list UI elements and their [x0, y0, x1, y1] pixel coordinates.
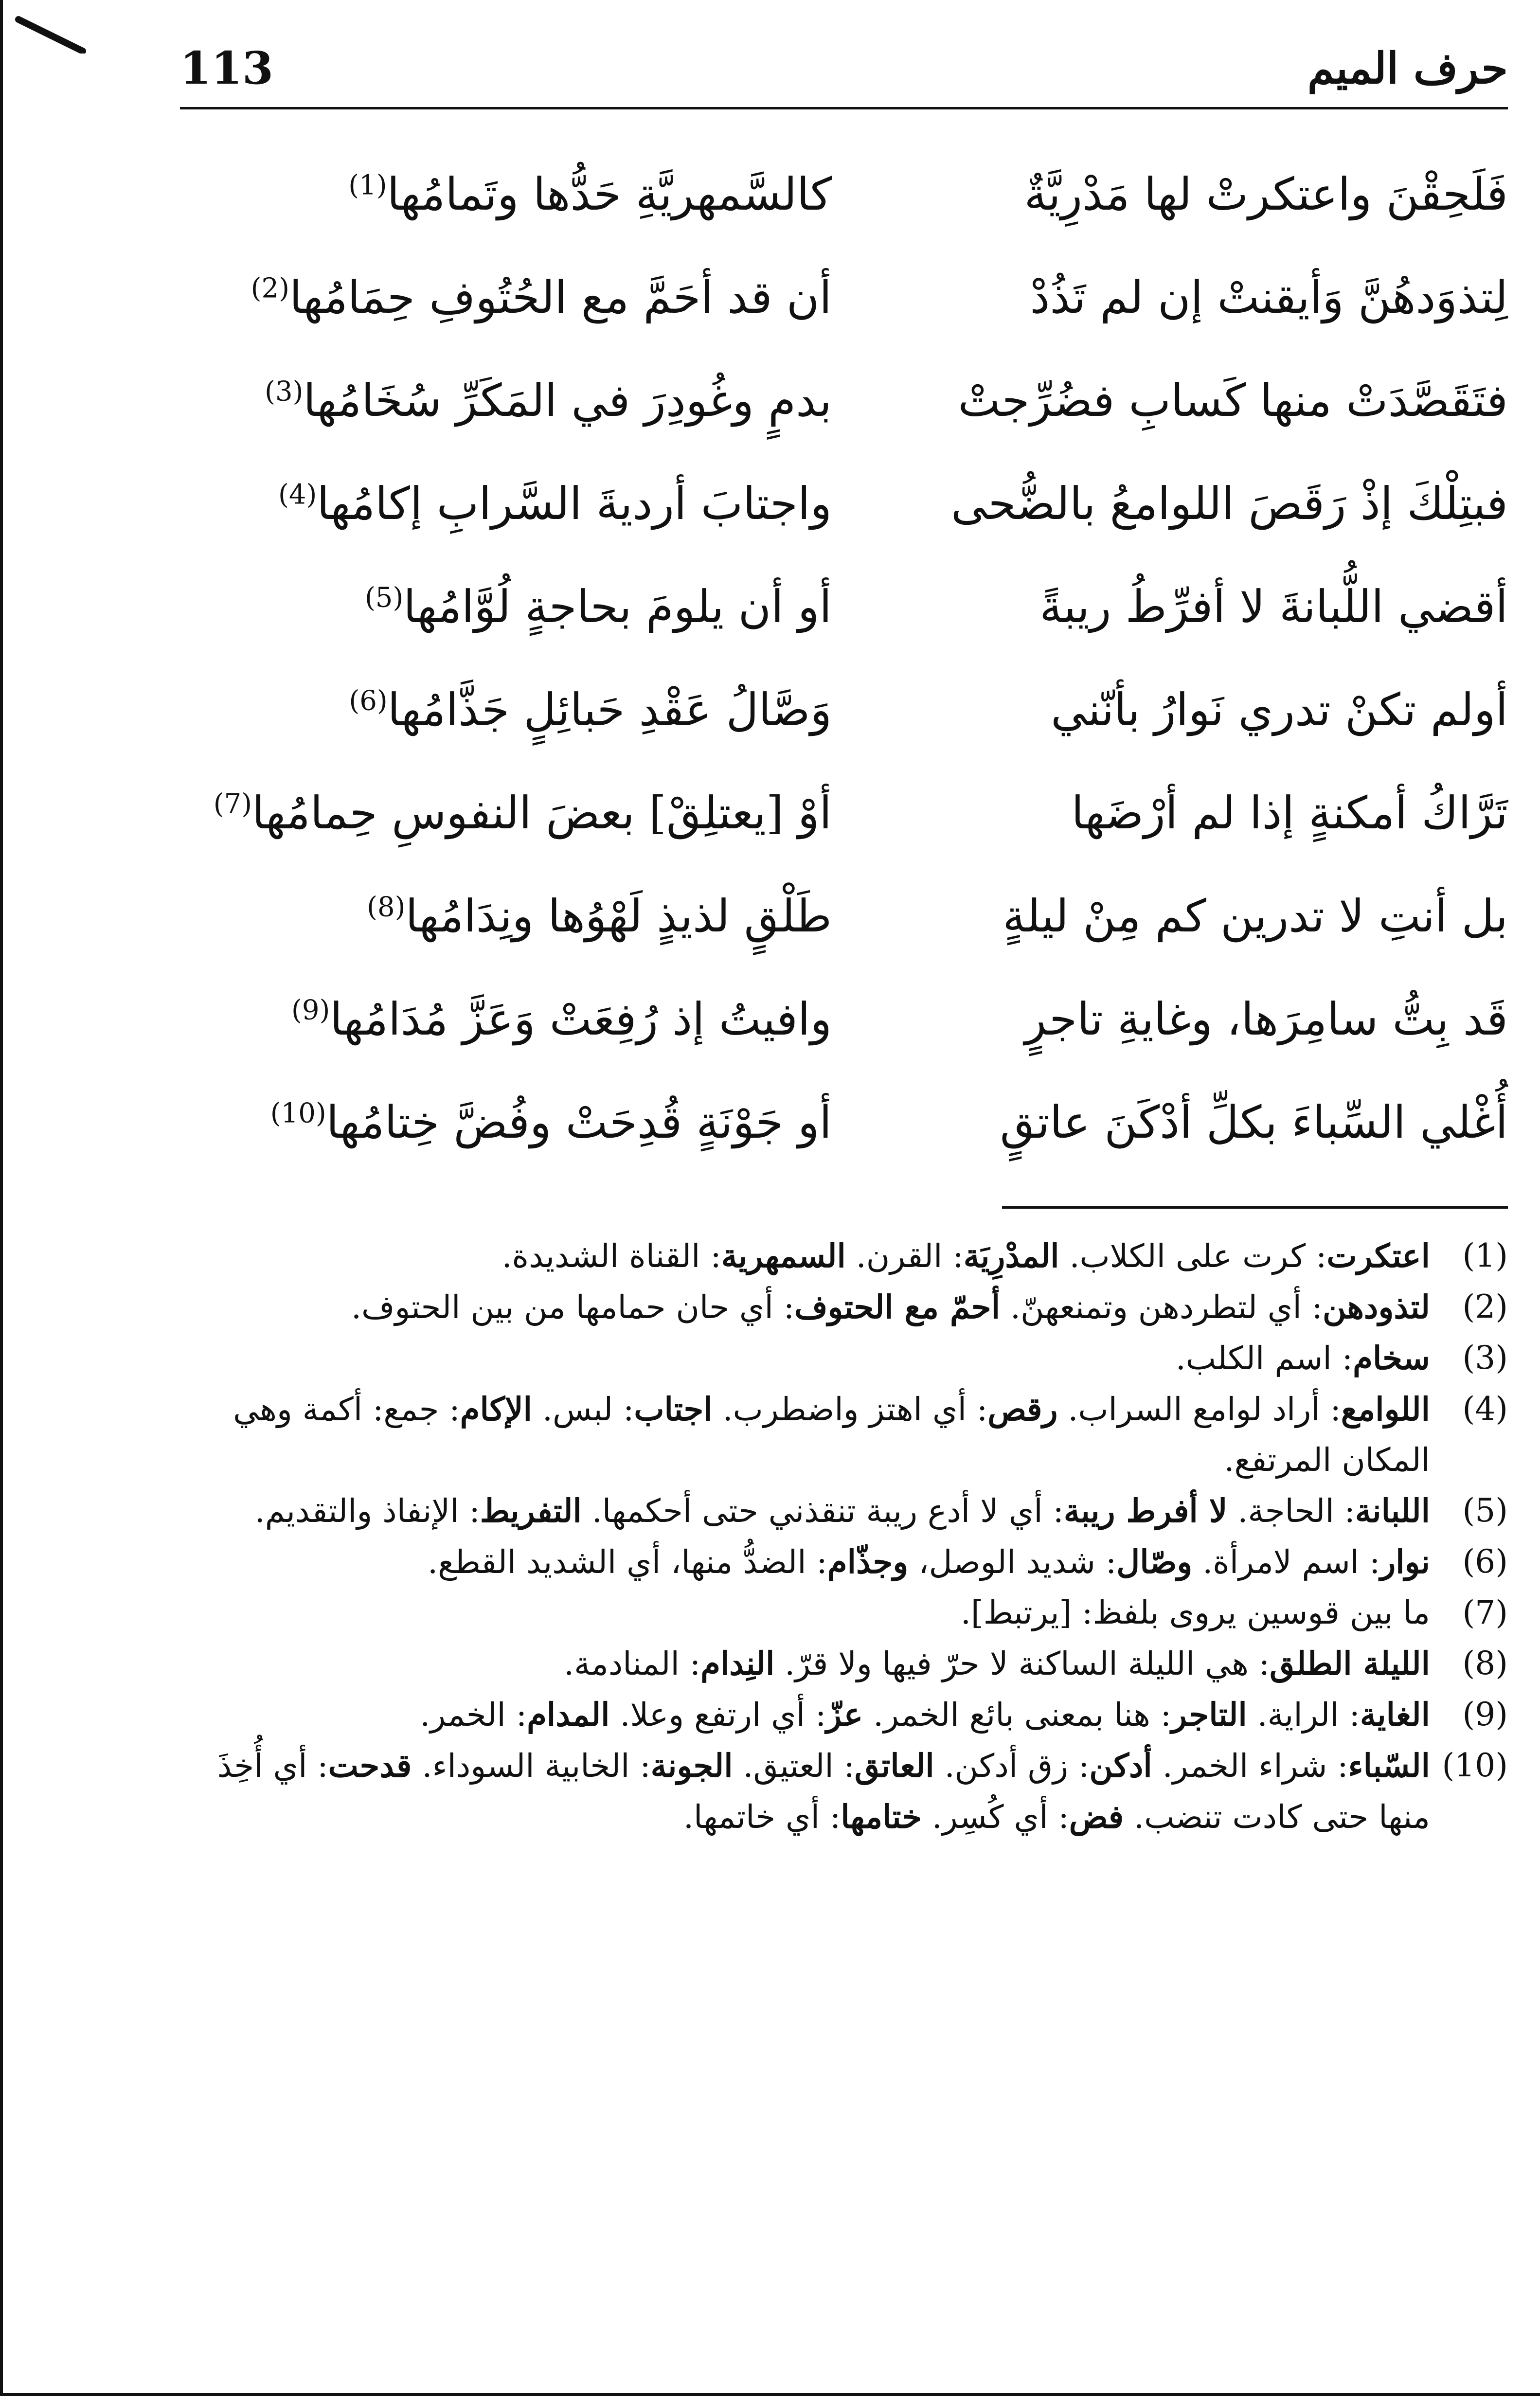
footnote-text: : الخابية السوداء.: [412, 1747, 651, 1785]
footnote-reference: (4): [278, 479, 317, 511]
footnote-text: : اسم لامرأة.: [1192, 1543, 1380, 1581]
verse-second-hemistich: [180, 352, 832, 449]
footnote-text: : اسم الكلب.: [1175, 1340, 1353, 1377]
footnote: [180, 1537, 1508, 1588]
verse-second-text: أو أن يلومَ بحاجةٍ لُوَّامُها: [403, 581, 832, 633]
verse-second-text: أوْ [يعتلِقْ] بعضَ النفوسِ حِمامُها: [252, 787, 832, 839]
footnote-number: (9): [1462, 1696, 1508, 1733]
corner-stroke-mark: [15, 15, 88, 54]
footnote-term: لا أفرط ريبة: [1063, 1492, 1228, 1530]
footnote: [180, 1282, 1508, 1333]
footnote-text: : زق أدكن.: [934, 1747, 1090, 1785]
verse-line: [180, 455, 1508, 553]
verse-second-hemistich: [180, 1074, 832, 1171]
verse-first-hemistich: فَلَحِقْنَ واعتكرتْ لها مَدْرِيَّةٌ: [1024, 168, 1508, 220]
footnote-text: : أي لا أدع ريبة تنقذني حتى أحكمها.: [581, 1492, 1064, 1530]
footnote-term: السمهرية: [721, 1237, 846, 1275]
footnote: [180, 1231, 1508, 1282]
footnote-text: : كرت على الكلاب.: [1059, 1237, 1327, 1275]
verse-line: [180, 868, 1508, 965]
poem: [180, 146, 1508, 1167]
footnote-term: وجذّام: [827, 1543, 909, 1581]
verse-line: [180, 971, 1508, 1068]
footnote-reference: (8): [367, 891, 406, 923]
verse-second-hemistich: [180, 558, 832, 656]
footnote-text: : جمع: أكمة وهي المكان المرتفع.: [233, 1391, 1430, 1479]
footnote: [180, 1638, 1508, 1689]
verse-second-text: أو جَوْنَةٍ قُدِحَتْ وفُضَّ خِتامُها: [326, 1096, 832, 1148]
verse-line: [180, 249, 1508, 346]
footnote-term: اللبانة: [1355, 1492, 1430, 1530]
footnote-term: أحمّ مع الحتوف: [794, 1288, 1001, 1326]
verse-second-hemistich: [180, 765, 832, 862]
chapter-title: حرف الميم: [1307, 43, 1508, 93]
footnote-term: اللوامع: [1341, 1390, 1430, 1428]
footnote: [180, 1333, 1508, 1384]
footnotes-divider: [1002, 1206, 1508, 1209]
footnote-text: : أي حان حمامها من بين الحتوف.: [351, 1288, 795, 1326]
verse-line: [180, 765, 1508, 862]
footnote-text: : المنادمة.: [564, 1645, 701, 1682]
footnote-term: رقص: [987, 1390, 1058, 1428]
verse-first-hemistich: لِتذوَدهُنَّ وَأيقنتْ إن لم تَذُدْ: [1030, 271, 1508, 323]
footnote-text: : الضدُّ منها، أي الشديد القطع.: [428, 1543, 827, 1581]
footnote-term: ختامها: [841, 1798, 922, 1836]
footnote-term: أدكن: [1089, 1747, 1152, 1785]
footnote-text: : هي الليلة الساكنة لا حرّ فيها ولا قرّ.: [774, 1645, 1270, 1682]
footnote-term: نوار: [1380, 1543, 1430, 1581]
footnote-text: : أي كُسِر.: [921, 1798, 1069, 1836]
footnote-term: العاتق: [854, 1747, 934, 1785]
footnote-number: (2): [1462, 1288, 1508, 1325]
verse-second-hemistich: [180, 249, 832, 346]
footnote-text: : أراد لوامع السراب.: [1057, 1391, 1341, 1428]
verse-second-hemistich: [180, 662, 832, 759]
footnote-term: المدْرِيَة: [963, 1237, 1059, 1275]
footnote-number: (8): [1462, 1645, 1508, 1682]
footnote-reference: (9): [291, 994, 330, 1026]
verse-first-hemistich: أقضي اللُّبانةَ لا أفرِّطُ ريبةً: [1039, 581, 1508, 633]
verse-second-text: واجتابَ أرديةَ السَّرابِ إكامُها: [317, 478, 832, 530]
footnote-number: (4): [1462, 1390, 1508, 1428]
footnote-number: (6): [1462, 1543, 1508, 1580]
verse-line: [180, 662, 1508, 759]
footnote-number: (5): [1462, 1492, 1508, 1529]
verse-second-text: وَصَّالُ عَقْدِ حَبائِلٍ جَذَّامُها: [387, 684, 832, 736]
verse-first-hemistich: بل أنتِ لا تدرين كم مِنْ ليلةٍ: [1003, 890, 1508, 942]
verse-first-hemistich: أولم تكنْ تدري نَوارُ بأنّني: [1051, 684, 1508, 736]
footnote-number: (3): [1462, 1339, 1508, 1377]
footnote-text: ما بين قوسين يروى بلفظ: [يرتبط].: [961, 1594, 1430, 1631]
verse-first-hemistich: فبتِلْكَ إذْ رَقَصَ اللوامعُ بالضُّحى: [950, 478, 1508, 530]
footnote-reference: (7): [213, 788, 252, 820]
footnote-term: وصّال: [1116, 1543, 1193, 1581]
footnote-text: : شديد الوصل،: [908, 1543, 1117, 1581]
verse-second-text: بدمٍ وغُودِرَ في المَكَرِّ سُخَامُها: [303, 375, 832, 427]
footnote-text: : أي خاتمها.: [683, 1798, 841, 1836]
footnote-number: (7): [1462, 1594, 1508, 1631]
footnote-reference: (1): [348, 169, 387, 201]
footnote-text: : الراية.: [1247, 1696, 1360, 1734]
verse-first-hemistich: أُغْلي السِّباءَ بكلِّ أدْكَنَ عاتقٍ: [1000, 1096, 1508, 1148]
footnote-term: النِدام: [700, 1645, 775, 1682]
page-number: 113: [180, 42, 274, 94]
verse-second-hemistich: [180, 868, 832, 965]
footnote-term: التاجر: [1171, 1696, 1247, 1734]
verse-line: [180, 1074, 1508, 1171]
verse-first-hemistich: تَرَّاكُ أمكنةٍ إذا لم أرْضَها: [1071, 787, 1508, 839]
verse-second-text: أن قد أحَمَّ مع الحُتُوفِ حِمَامُها: [289, 271, 832, 323]
footnote-text: : أي لتطردهن وتمنعهنّ.: [1000, 1288, 1323, 1326]
footnote-term: الغاية: [1360, 1696, 1430, 1734]
footnote-term: الإكام: [460, 1390, 532, 1428]
verse-second-hemistich: [180, 146, 832, 243]
page-header: [180, 39, 1508, 117]
footnote: [180, 1689, 1508, 1740]
footnote-reference: (2): [251, 272, 290, 304]
footnote-term: فض: [1069, 1798, 1124, 1836]
footnote: [180, 1384, 1508, 1485]
footnote-text: : أي أُخِذَ منها حتى كادت تنضب.: [217, 1747, 1430, 1836]
footnote-text: : العتيق.: [733, 1747, 855, 1785]
footnote-term: اعتكرت: [1326, 1237, 1430, 1275]
verse-second-hemistich: [180, 455, 832, 553]
footnote-text: : أي ارتفع وعلا.: [609, 1696, 826, 1734]
footnote: [180, 1740, 1508, 1842]
footnote-term: التفريط: [480, 1492, 582, 1530]
verse-second-text: كالسَّمهريَّةِ حَدُّها وتَمامُها: [387, 168, 832, 220]
verse-line: [180, 558, 1508, 656]
footnote-term: الليلة الطلق: [1270, 1645, 1430, 1682]
footnote-text: : الحاجة.: [1227, 1492, 1355, 1530]
verse-first-hemistich: قَد بِتُّ سامِرَها، وغايةِ تاجرٍ: [1024, 993, 1508, 1045]
footnote-number: (1): [1462, 1237, 1508, 1274]
verse-line: [180, 352, 1508, 449]
footnote-text: : القناة الشديدة.: [501, 1237, 721, 1275]
footnote-term: قدحت: [328, 1747, 412, 1785]
footnotes: [180, 1231, 1508, 1842]
footnote-term: السّباء: [1348, 1747, 1430, 1785]
footnote-reference: (6): [349, 685, 388, 717]
footnote-text: : أي اهتز واضطرب.: [712, 1391, 988, 1428]
footnote-text: : شراء الخمر.: [1152, 1747, 1348, 1785]
footnote: [180, 1588, 1508, 1638]
footnote-reference: (3): [265, 375, 304, 408]
footnote-reference: (10): [270, 1097, 326, 1129]
verse-second-hemistich: [180, 971, 832, 1068]
header-rule: [180, 107, 1508, 109]
footnote-term: الجونة: [650, 1747, 733, 1785]
footnote-text: : الخمر.: [420, 1696, 527, 1734]
footnote-term: سخام: [1353, 1339, 1430, 1377]
verse-second-text: طَلْقٍ لذيذٍ لَهْوُها ونِدَامُها: [405, 890, 832, 942]
footnote-text: : الإنفاذ والتقديم.: [254, 1492, 480, 1530]
footnote-term: لتذودهن: [1323, 1288, 1430, 1326]
footnote-number: (10): [1442, 1747, 1508, 1784]
footnote-term: المدام: [527, 1696, 610, 1734]
footnote-term: اجتاب: [634, 1390, 713, 1428]
footnote-text: : القرن.: [845, 1237, 964, 1275]
footnote-text: : هنا بمعنى بائع الخمر.: [863, 1696, 1172, 1734]
footnote-term: عزّ: [826, 1696, 863, 1734]
verse-first-hemistich: فتَقَصَّدَتْ منها كَسابِ فضُرِّجتْ: [958, 375, 1508, 427]
footnote-text: : لبس.: [532, 1391, 634, 1428]
footnote: [180, 1485, 1508, 1537]
verse-line: [180, 146, 1508, 243]
footnote-reference: (5): [364, 582, 404, 614]
verse-second-text: وافيتُ إذ رُفِعَتْ وَعَزَّ مُدَامُها: [330, 993, 832, 1045]
